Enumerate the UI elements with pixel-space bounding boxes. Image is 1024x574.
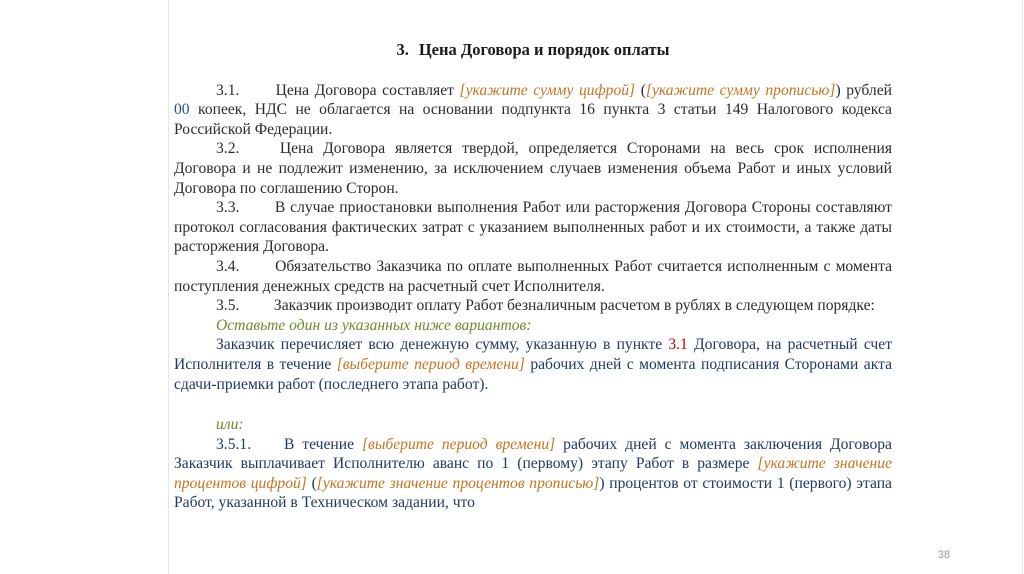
clause-text: ) рублей [835, 81, 892, 99]
clause-reference[interactable]: 3.1 [668, 336, 688, 354]
option-text: В течение [283, 435, 355, 453]
clause-text: В случае приостановки выполнения Работ или расторжения Договора Стороны составляют протокол согласования фактических затрат с указанием выполненных работ и их стоимости, а также даты расторжения Договора. [174, 199, 892, 256]
option-text: ( [311, 474, 317, 492]
clause-text: Обязательство Заказчика по оплате выполненных Работ считается исполненным с момента поступления денежных средств на расчетный счет Исполнителя. [174, 257, 892, 295]
kopecks-value: 00 [174, 101, 190, 119]
option-text: Заказчик перечисляет всю денежную сумму, указанную в пункте [216, 336, 663, 354]
placeholder-percent-digits[interactable]: [укажите значение процентов цифрой] [174, 455, 892, 492]
section-title: Цена Договора и порядок оплаты [418, 40, 670, 59]
section-number: 3. [396, 40, 409, 59]
clause-number: 3.5. [216, 297, 240, 315]
option-text: Договора, на расчетный счет Исполнителя в течение [174, 336, 892, 373]
placeholder-time-period[interactable]: [выберите период времени] [336, 355, 525, 373]
clause-text: Цена Договора является твердой, определяется Сторонами на весь срок исполнения Договора и не подлежит изменению, за исключением случаев изменения объема Работ и иных условий Договора по соглашению Сторон. [174, 140, 892, 197]
clause-3-2 [174, 139, 892, 198]
clause-number: 3.5.1. [216, 435, 252, 453]
clause-number: 3.2. [216, 140, 240, 158]
placeholder-time-period[interactable]: [выберите период времени] [361, 435, 556, 453]
clause-number: 3.3. [216, 199, 240, 217]
clause-3-4 [174, 257, 892, 296]
payment-option-1 [174, 335, 892, 394]
payment-option-2 [174, 435, 892, 513]
option-text: рабочих дней с момента подписания Сторонами акта сдачи-приемки работ (последнего этапа работ). [174, 355, 892, 393]
section-heading [174, 40, 892, 60]
clause-number: 3.4. [216, 257, 240, 275]
instruction-or: или: [216, 416, 244, 434]
clause-text: ( [640, 81, 646, 99]
placeholder-percent-words[interactable]: [укажите значение процентов прописью] [316, 474, 600, 492]
clause-text: Заказчик производит оплату Работ безналичным расчетом в рублях в следующем порядке: [273, 297, 875, 315]
placeholder-sum-words[interactable]: [укажите сумму прописью] [645, 81, 836, 99]
clause-text: копеек, НДС не облагается на основании подпункта 16 пункта 3 статьи 149 Налогового кодекса Российской Федерации. [174, 101, 892, 138]
clause-text: Цена Договора составляет [275, 81, 454, 99]
instruction-choose-option: Оставьте один из указанных ниже вариантов: [216, 316, 532, 334]
clause-3-5 [174, 296, 892, 316]
slide-number: 38 [937, 549, 950, 561]
option-text: ) процентов от стоимости 1 (первого) этапа Работ, указанной в Техническом задании, что [174, 474, 892, 512]
document-page [174, 40, 892, 532]
placeholder-sum-digits[interactable]: [укажите сумму цифрой] [459, 81, 636, 99]
clause-number: 3.1. [216, 81, 240, 99]
spacer [174, 394, 892, 415]
clause-3-1 [174, 81, 892, 140]
option-text: рабочих дней с момента заключения Договора Заказчик выплачивает Исполнителю аванс по 1 (первому) этапу Работ в размере [174, 435, 892, 473]
clause-3-3 [174, 198, 892, 257]
